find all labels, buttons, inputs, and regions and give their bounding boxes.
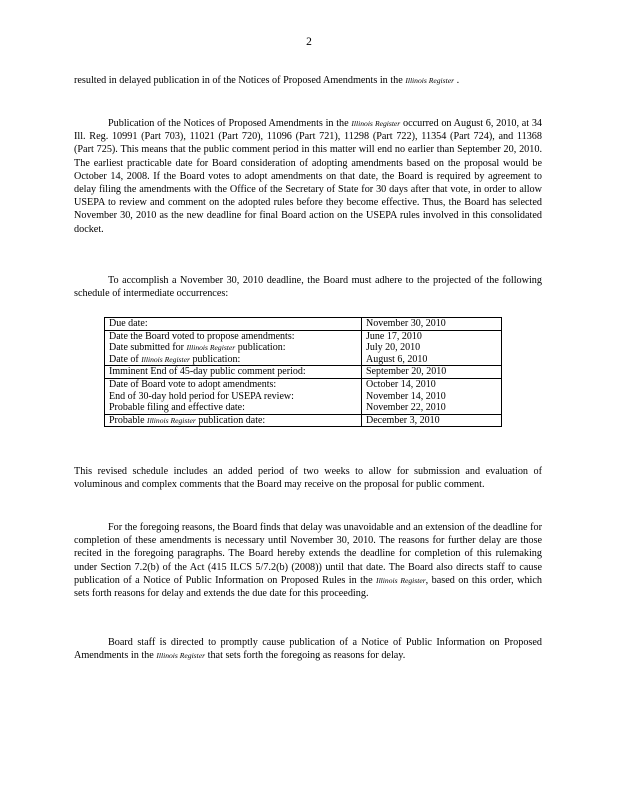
label-text: Date of — [109, 353, 139, 365]
effective-date-label: Probable filing and effective date: — [109, 402, 245, 414]
submission-label — [109, 342, 357, 354]
table-row — [105, 414, 502, 427]
adopt-vote-label: Date of Board vote to adopt amendments: — [109, 378, 277, 390]
due-label: Due date: — [109, 318, 148, 329]
italic-register: Illinois Register — [156, 651, 206, 661]
table-cell-label — [105, 318, 362, 331]
paragraph-text: Board staff is directed to promptly cause publication of a Notice of Public Information on Proposed Amendments in the — [74, 637, 542, 662]
table-cell-label — [105, 330, 362, 366]
comment-period-label: Imminent End of 45-day public comment period: — [109, 366, 306, 378]
table-row — [105, 378, 502, 414]
italic-register: Illinois Register — [186, 343, 236, 353]
comment-period-date: September 20, 2010 — [366, 366, 447, 378]
proposal-vote-date: June 17, 2010 — [366, 330, 422, 342]
label-text: publication: — [192, 353, 241, 365]
italic-register: Illinois Register — [351, 119, 401, 128]
submission-date: July 20, 2010 — [366, 342, 421, 354]
table-row — [105, 318, 502, 331]
register-publication-date: August 6, 2010 — [366, 353, 428, 365]
table-cell-value — [362, 330, 502, 366]
proposal-vote-label: Date the Board voted to propose amendments: — [109, 330, 295, 342]
table-row — [105, 330, 502, 366]
table-cell-label — [105, 366, 362, 379]
table-cell-value — [362, 378, 502, 414]
page-number: 2 — [306, 36, 312, 48]
table-cell-label — [105, 414, 362, 427]
paragraph-directive — [74, 636, 542, 662]
paragraph-findings — [74, 521, 542, 600]
paragraph-text: For the foregoing reasons, the Board finds that delay was unavoidable and an extension of the deadline for completion of these amendments is necessary until November 30, 2010. The reasons for further delay are those recited in the foregoing paragraphs. The Board hereby extends the deadline for completion of this rulemaking under Section 7.2(b) of the Act (415 ILCS 5/7.2(b) (2008)) until that date. The Board also directs staff to cause publication of a Notice of Public Information on Proposed Rules in the — [74, 522, 542, 586]
effective-date: November 22, 2010 — [366, 402, 446, 414]
italic-register: Illinois Register — [376, 575, 426, 585]
label-text: Probable — [109, 414, 145, 426]
table-cell-value — [362, 318, 502, 331]
hold-period-date: November 14, 2010 — [366, 390, 446, 402]
italic-register: Illinois Register — [147, 415, 196, 425]
paragraph-text: that sets forth the foregoing as reasons for delay. — [207, 650, 406, 662]
table-cell-value — [362, 366, 502, 379]
due-value: November 30, 2010 — [366, 318, 446, 329]
register-publication-label — [109, 354, 357, 366]
paragraph-text: , based on this order, which sets forth reasons for delay and extends the due date for this proceeding. — [74, 574, 542, 600]
adopt-vote-date: October 14, 2010 — [366, 378, 436, 390]
label-text: publication: — [237, 342, 286, 354]
paragraph-text: occurred on August 6, 2010, at 34 Ill. Reg. 10991 (Part 703), 11021 (Part 720), 11096 (Part 721), 11298 (Part 722), 11354 (Part 724), and 11368 (Part 725). This means that the public comment period in this matter will end no earlier than September 20, 2010. The earliest practicable date for Board consideration of adopting amendments based on the proposal would be October 14, 2008. If the Board votes to adopt amendments on that date, the Board is required by agreement to delay filing the amendments with the Office of the Secretary of State for 30 days after that vote, in order to allow USEPA to review and comment on the adopted rules before they become effective. Thus, the Board has selected November 30, 2010 as the new deadline for final Board action on the USEPA rules involved in this consolidated docket. — [74, 118, 543, 235]
final-publication-date: December 3, 2010 — [366, 414, 440, 426]
table-cell-label — [105, 378, 362, 414]
paragraph-text: resulted in delayed publication in of the Notices of Proposed Amendments in the — [74, 75, 403, 86]
paragraph-continuation — [74, 74, 542, 87]
table-row — [105, 366, 502, 379]
label-text: Date submitted for — [109, 342, 184, 354]
paragraph-text: . — [456, 75, 460, 86]
label-text: publication date: — [198, 414, 266, 426]
table-cell-value — [362, 414, 502, 427]
italic-register: Illinois Register — [141, 354, 190, 364]
italic-register: Illinois Register — [405, 76, 455, 85]
paragraph-revised-schedule: This revised schedule includes an added period of two weeks to allow for submission and evaluation of voluminous and complex comments that the Board may receive on the proposal for public comment. — [74, 466, 542, 491]
paragraph-publication — [74, 117, 542, 236]
paragraph-schedule-intro: To accomplish a November 30, 2010 deadline, the Board must adhere to the projected of the following schedule of intermediate occurrences: — [74, 275, 542, 300]
paragraph-text: Publication of the Notices of Proposed Amendments in the — [108, 118, 349, 129]
schedule-table — [104, 317, 502, 427]
hold-period-label: End of 30-day hold period for USEPA review: — [109, 390, 294, 402]
